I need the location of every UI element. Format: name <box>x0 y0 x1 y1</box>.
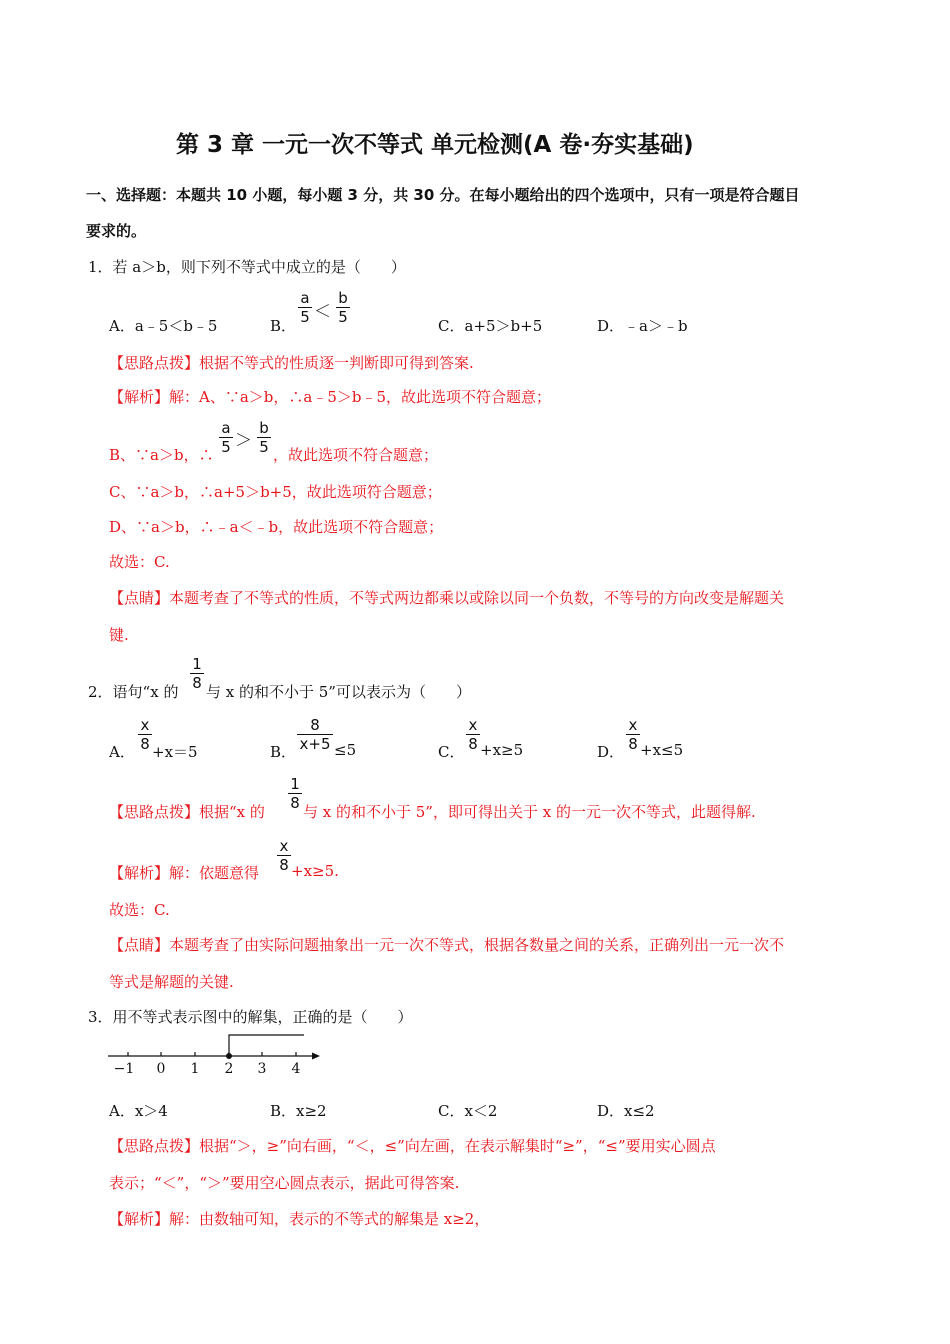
q1-option-c: C．a+5＞b+5 <box>438 317 543 335</box>
q2-option-a-fraction <box>138 717 152 752</box>
q2-option-d-fraction <box>626 717 640 752</box>
q1-answer: 故选：C. <box>109 553 170 571</box>
fraction-denominator: 5 <box>259 438 269 456</box>
section-heading-line1: 一、选择题：本题共 10 小题，每小题 3 分，共 30 分。在每小题给出的四个选项中，只有一项是符合题目 <box>86 186 800 204</box>
q1-solution-b-fraction-a <box>219 420 233 455</box>
q3-hint-line1: 【思路点拨】根据“＞，≥”向右画，“＜，≤”向左画，在表示解集时“≥”，“≤”要用实心圆点 <box>109 1137 716 1155</box>
q1-hint: 【思路点拨】根据不等式的性质逐一判断即可得到答案. <box>109 354 474 372</box>
fraction-numerator: a <box>300 289 310 307</box>
q2-option-a-label: A． <box>109 743 135 761</box>
q2-option-b-suffix: ≤5 <box>334 741 357 759</box>
section-heading-line2: 要求的。 <box>86 222 147 240</box>
q2-stem-suffix: 与 x 的和不小于 5”可以表示为（ ） <box>206 683 471 701</box>
q3-option-b: B．x≥2 <box>270 1102 327 1120</box>
q1-comment-line1: 【点睛】本题考查了不等式的性质，不等式两边都乘以或除以同一个负数，不等号的方向改变是解题关 <box>109 589 785 607</box>
q1-option-b-fraction-b <box>336 290 350 325</box>
fraction-numerator: x <box>628 716 638 734</box>
fraction-denominator: 8 <box>468 735 478 753</box>
fraction-denominator: 8 <box>279 856 289 874</box>
q3-stem: 3．用不等式表示图中的解集，正确的是（ ） <box>88 1008 413 1026</box>
q1-comment-line2: 键. <box>109 626 129 644</box>
arrow-right-icon <box>312 1053 320 1060</box>
fraction-denominator: 5 <box>300 308 310 326</box>
q2-option-c-label: C． <box>438 743 465 761</box>
fraction-numerator: 1 <box>290 775 300 793</box>
q2-option-c-fraction <box>466 717 480 752</box>
q1-solution-b-suffix: ，故此选项不符合题意； <box>273 446 439 464</box>
q2-comment-line1: 【点睛】本题考查了由实际问题抽象出一元一次不等式，根据各数量之间的关系，正确列出一元一次不 <box>109 936 785 954</box>
q3-solution: 【解析】解：由数轴可知，表示的不等式的解集是 x≥2， <box>109 1210 490 1228</box>
q3-option-a: A．x＞4 <box>109 1102 168 1120</box>
q2-option-b-label: B． <box>270 743 297 761</box>
q2-hint-suffix: 与 x 的和不小于 5”，即可得出关于 x 的一元一次不等式，此题得解. <box>303 803 756 821</box>
q2-hint-prefix: 【思路点拨】根据“x 的 <box>109 803 265 821</box>
q1-stem: 1．若 a＞b，则下列不等式中成立的是（ ） <box>88 258 406 276</box>
q1-option-b-relation: ＜ <box>314 302 331 322</box>
q2-stem-fraction <box>190 656 204 691</box>
tick-label: 1 <box>190 1061 200 1077</box>
q2-option-a-suffix: +x＝5 <box>152 743 198 761</box>
solid-endpoint-dot <box>226 1053 232 1059</box>
q1-option-a: A．a﹣5＜b﹣5 <box>109 317 218 335</box>
fraction-numerator: x <box>468 716 478 734</box>
fraction-denominator: 8 <box>628 735 638 753</box>
fraction-denominator: 8 <box>192 674 202 692</box>
q2-solution-prefix: 【解析】解：依题意得 <box>109 864 260 882</box>
solution-set-bracket <box>229 1035 304 1056</box>
q1-solution-a: 【解析】解：A、∵a＞b，∴a﹣5＞b﹣5，故此选项不符合题意； <box>109 388 552 406</box>
q2-option-d-label: D． <box>597 743 625 761</box>
q2-comment-line2: 等式是解题的关键. <box>109 973 234 991</box>
page-title: 第 3 章 一元一次不等式 单元检测(A 卷·夯实基础) <box>176 132 694 158</box>
q2-option-d-suffix: +x≤5 <box>640 741 684 759</box>
fraction-denominator: 5 <box>338 308 348 326</box>
q2-option-b-fraction <box>297 717 333 752</box>
fraction-numerator: 8 <box>310 716 320 734</box>
fraction-denominator: 8 <box>140 735 150 753</box>
fraction-numerator: 1 <box>192 655 202 673</box>
q1-solution-c: C、∵a＞b，∴a+5＞b+5，故此选项符合题意； <box>109 483 442 501</box>
q1-solution-b-relation: ＞ <box>235 431 252 451</box>
q1-option-b-fraction-a <box>298 290 312 325</box>
q3-option-c: C．x＜2 <box>438 1102 498 1120</box>
q3-hint-line2: 表示；“＜”，“＞”要用空心圆点表示，据此可得答案. <box>109 1174 460 1192</box>
tick-label: 3 <box>257 1061 267 1077</box>
q1-solution-b-prefix: B、∵a＞b，∴ <box>109 446 214 464</box>
fraction-numerator: b <box>338 289 348 307</box>
q2-hint-fraction <box>288 776 302 811</box>
q3-option-d: D．x≤2 <box>597 1102 655 1120</box>
fraction-denominator: x+5 <box>299 735 331 753</box>
fraction-numerator: b <box>259 419 269 437</box>
q2-solution-suffix: +x≥5. <box>291 862 339 880</box>
q1-solution-d: D、∵a＞b，∴﹣a＜﹣b，故此选项不符合题意； <box>109 518 444 536</box>
tick-label: 2 <box>224 1061 234 1077</box>
fraction-denominator: 8 <box>290 794 300 812</box>
q1-option-b-label: B． <box>270 317 297 335</box>
fraction-numerator: x <box>140 716 150 734</box>
q2-solution-fraction <box>277 838 291 873</box>
q2-option-c-suffix: +x≥5 <box>480 741 524 759</box>
number-line-diagram <box>104 1030 324 1078</box>
q2-answer: 故选：C. <box>109 901 170 919</box>
fraction-denominator: 5 <box>221 438 231 456</box>
fraction-numerator: a <box>221 419 231 437</box>
tick-labels <box>114 1061 301 1077</box>
q1-option-d: D．﹣a＞﹣b <box>597 317 688 335</box>
q1-solution-b-fraction-b <box>257 420 271 455</box>
tick-label: 4 <box>291 1061 301 1077</box>
fraction-numerator: x <box>279 837 289 855</box>
q2-stem-prefix: 2．语句“x 的 <box>88 683 179 701</box>
tick-label: 0 <box>156 1061 166 1077</box>
tick-label: −1 <box>113 1061 135 1077</box>
